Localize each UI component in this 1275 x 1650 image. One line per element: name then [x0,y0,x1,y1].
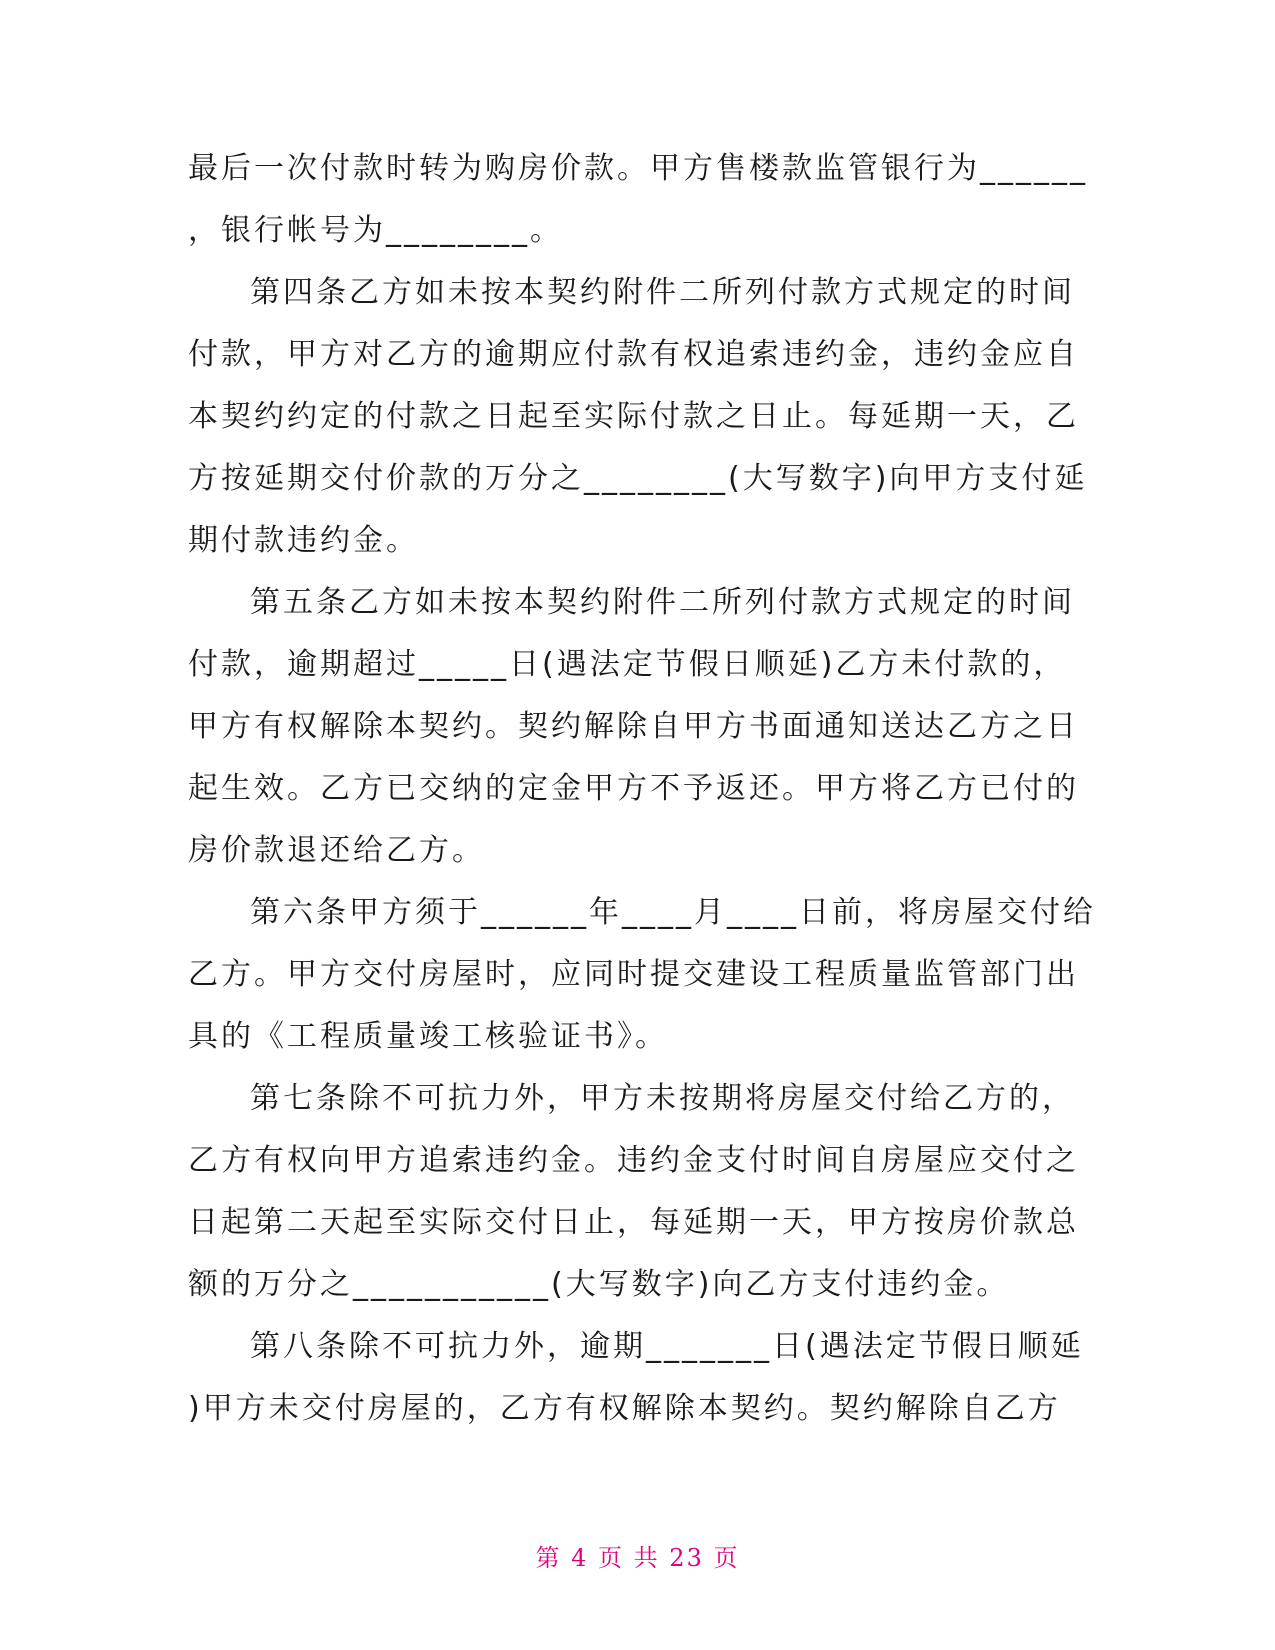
text-line-4: 付款，甲方对乙方的逾期应付款有权追索违约金，违约金应自 [188,337,1079,372]
text-line-9: 付款，逾期超过_____日(遇法定节假日顺延)乙方未付款的， [188,647,1067,682]
document-body [188,138,1096,1440]
text-line-18: 日起第二天起至实际交付日止，每延期一天，甲方按房价款总 [188,1205,1079,1240]
text-line-14: 乙方。甲方交付房屋时，应同时提交建设工程质量监管部门出 [188,957,1079,992]
text-line-21: )甲方未交付房屋的，乙方有权解除本契约。契约解除自乙方 [188,1391,1061,1426]
text-line-17: 乙方有权向甲方追索违约金。违约金支付时间自房屋应交付之 [188,1143,1079,1178]
page-number-footer: 第 4 页 共 23 页 [535,1544,740,1572]
text-line-2: ，银行帐号为________。 [188,213,563,248]
text-line-7: 期付款违约金。 [188,523,419,558]
text-line-1: 最后一次付款时转为购房价款。甲方售楼款监管银行为______ [188,151,1088,186]
text-line-5: 本契约约定的付款之日起至实际付款之日止。每延期一天，乙 [188,399,1079,434]
text-line-6: 方按延期交付价款的万分之________(大写数字)向甲方支付延 [188,461,1088,496]
text-line-12: 房价款退还给乙方。 [188,833,485,868]
text-line-16: 第七条除不可抗力外，甲方未按期将房屋交付给乙方的， [250,1081,1075,1116]
text-line-19: 额的万分之___________(大写数字)向乙方支付违约金。 [188,1267,1010,1302]
text-line-8: 第五条乙方如未按本契约附件二所列付款方式规定的时间 [250,585,1075,620]
text-line-15: 具的《工程质量竣工核验证书》。 [188,1019,668,1054]
text-line-13: 第六条甲方须于______年____月____日前，将房屋交付给 [250,895,1096,930]
text-line-20: 第八条除不可抗力外，逾期_______日(遇法定节假日顺延 [250,1329,1084,1364]
text-line-10: 甲方有权解除本契约。契约解除自甲方书面通知送达乙方之日 [188,709,1079,744]
text-line-11: 起生效。乙方已交纳的定金甲方不予返还。甲方将乙方已付的 [188,771,1079,806]
text-line-3: 第四条乙方如未按本契约附件二所列付款方式规定的时间 [250,275,1075,310]
